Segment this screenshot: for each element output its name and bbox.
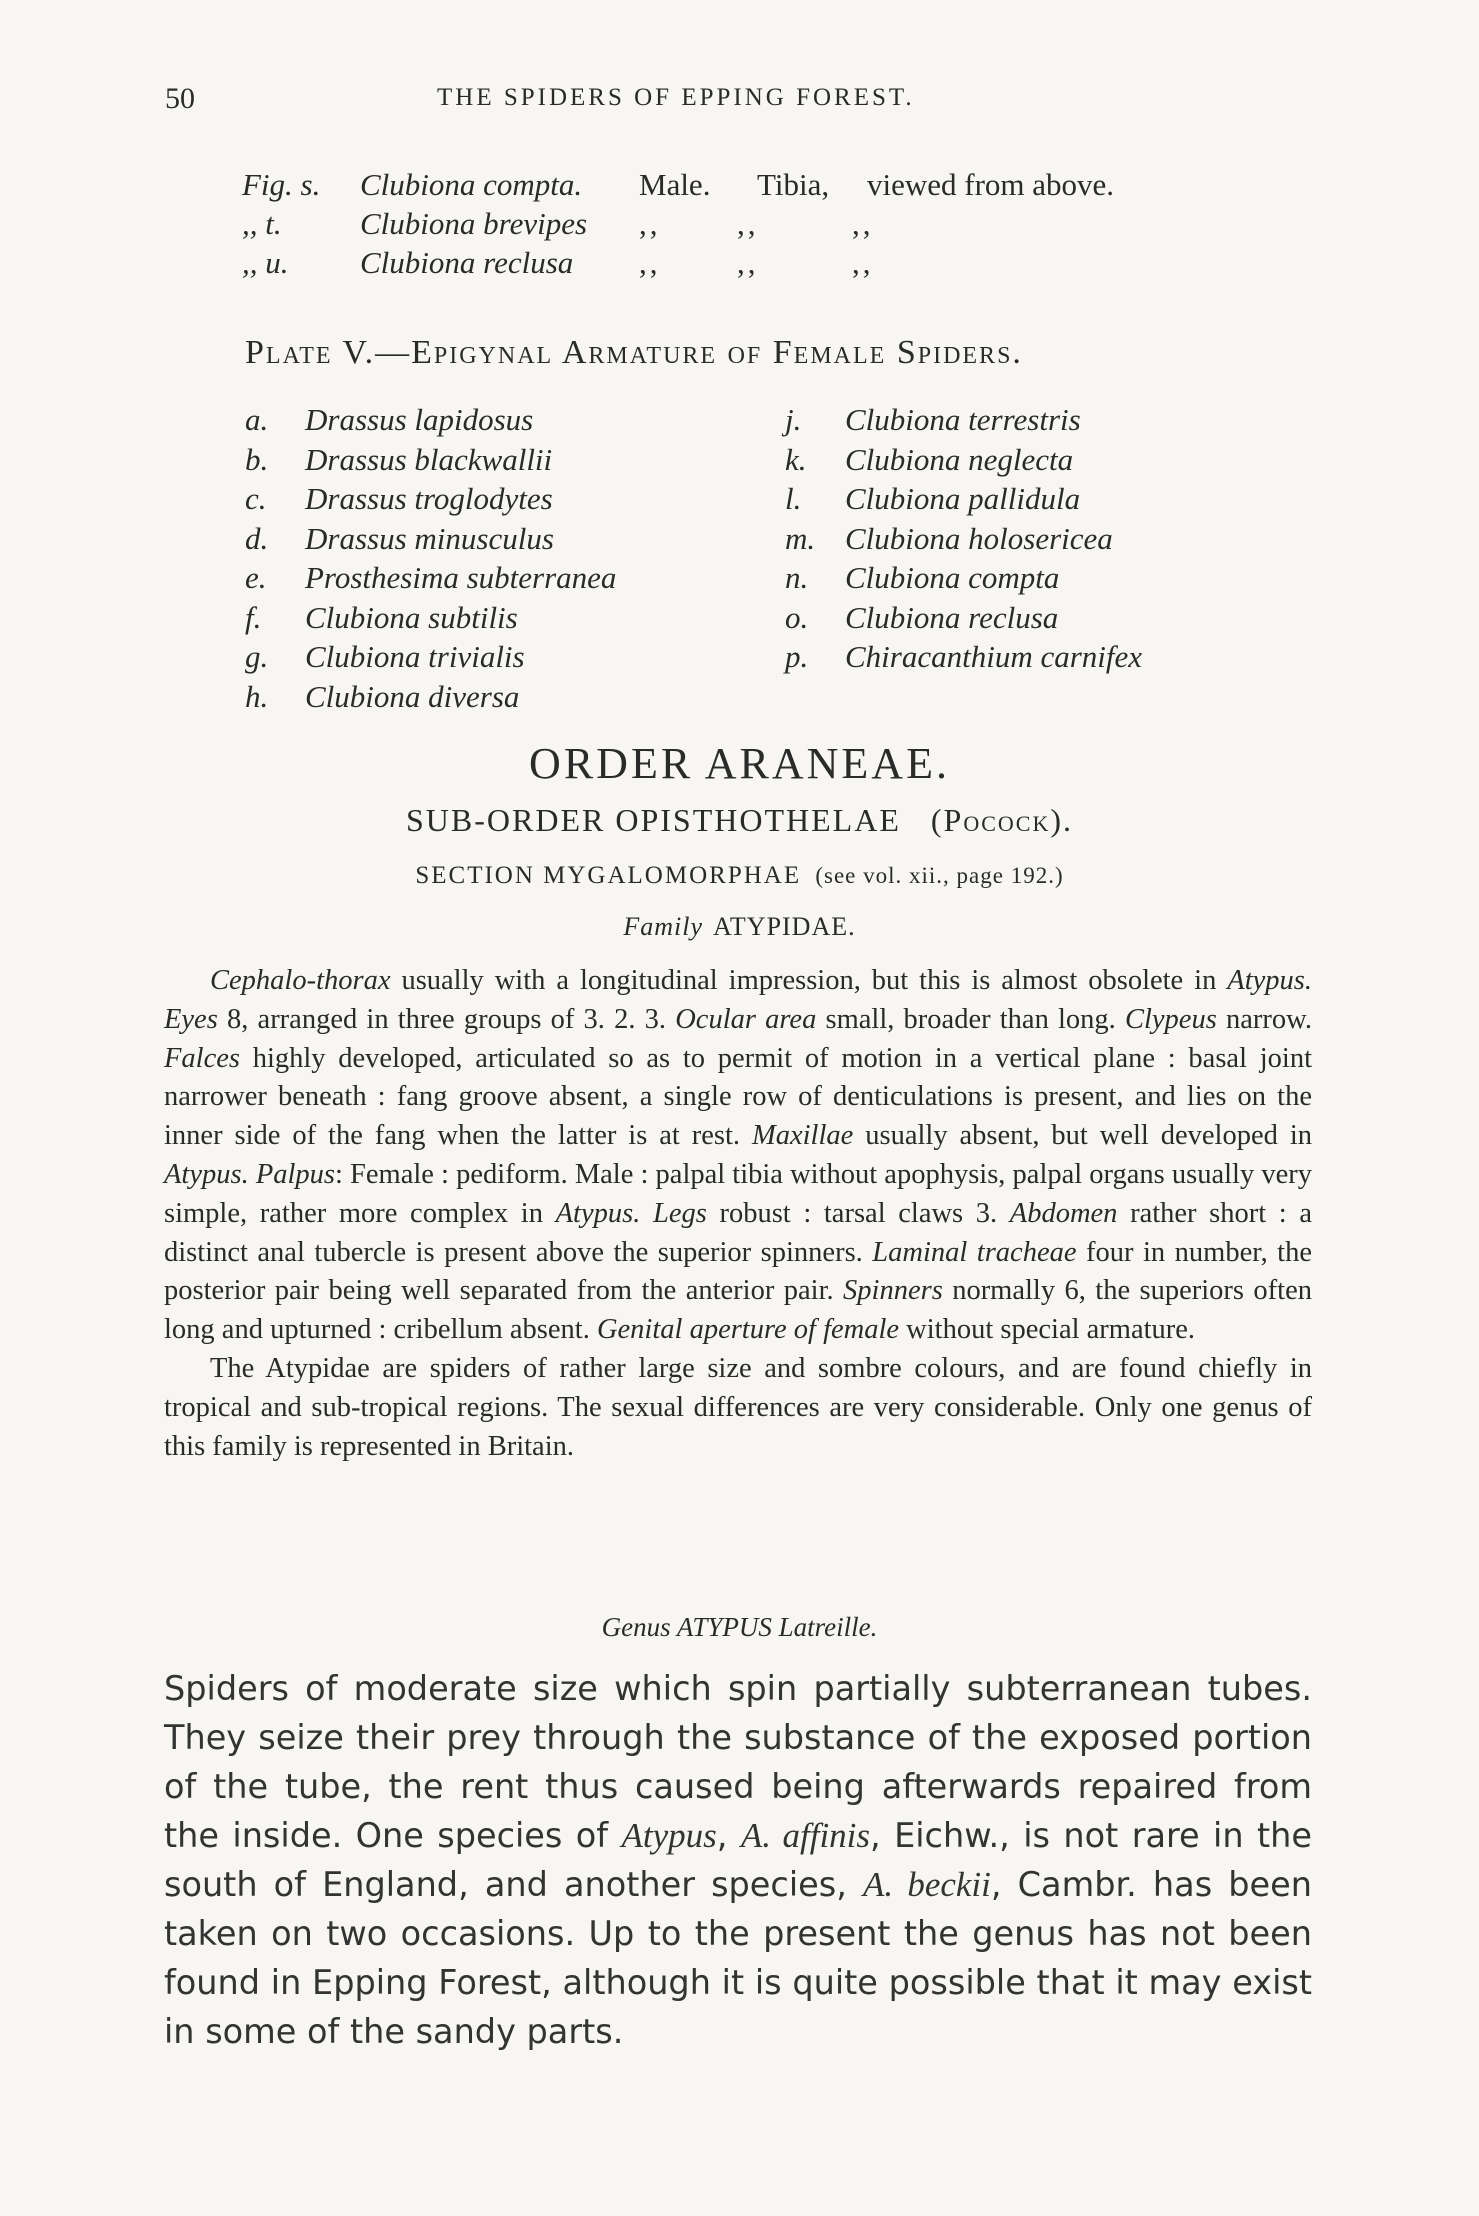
item-name: Clubiona terrestris <box>845 402 1081 437</box>
figure-caption-row <box>242 243 1192 282</box>
term-spinners: Spinners <box>843 1275 943 1307</box>
body-text: , <box>716 1816 741 1855</box>
genus-name: Atypus. <box>555 1197 641 1229</box>
term-maxillae: Maxillae <box>752 1120 854 1152</box>
description-text: : Female : pediform. Male : palpal tibia without apophysis, palpal organs usually very simple, rather more complex in <box>164 1158 1312 1229</box>
item-letter: d. <box>245 520 269 556</box>
body-paragraph <box>164 1664 1312 2056</box>
figure-view: ,, <box>852 245 874 280</box>
item-letter: n. <box>785 560 809 595</box>
figure-view: viewed from above. <box>867 167 1115 202</box>
item-name: Drassus blackwallii <box>305 441 553 477</box>
item-letter: k. <box>785 441 807 477</box>
genus-name: Atypus <box>621 1816 717 1855</box>
figure-caption-row <box>242 204 1192 243</box>
item-letter: l. <box>785 481 802 516</box>
figure-label: Fig. s. <box>242 167 321 202</box>
figure-view: ,, <box>852 206 874 241</box>
term-cephalothorax: Cephalo-thorax <box>210 965 391 996</box>
genus-name: Atypus. <box>1227 965 1312 996</box>
item-letter: o. <box>785 599 809 635</box>
figure-sex: ,, <box>639 206 661 241</box>
item-name: Clubiona pallidula <box>845 481 1081 516</box>
item-name: Clubiona subtilis <box>305 599 518 635</box>
figure-label: ,, u. <box>242 245 289 280</box>
figure-sex: ,, <box>639 245 661 280</box>
description-text: small, broader than long. <box>816 1003 1125 1035</box>
figure-captions <box>242 165 1192 282</box>
item-letter: c. <box>245 481 267 516</box>
description-text: without special armature. <box>899 1314 1196 1346</box>
species-name: A. affinis <box>740 1816 871 1855</box>
description-text: usually with a longitudinal impression, but this is almost obsolete in <box>390 965 1228 996</box>
item-letter: h. <box>245 678 269 714</box>
description-text: narrow. <box>1216 1003 1312 1035</box>
description-text: highly developed, articulated so as to permit of motion in a vertical plane : basal joint narrower beneath : fang groove absent, a single row of denticulations is present, and lies on the inner side of the fang when the latter is at rest. <box>164 1042 1312 1152</box>
figure-part: ,, <box>737 206 759 241</box>
family-description <box>164 962 1312 1466</box>
page-number: 50 <box>165 82 195 115</box>
item-name: Drassus lapidosus <box>305 402 534 437</box>
term-laminal-tracheae: Laminal tracheae <box>872 1236 1077 1268</box>
figure-sex: Male. <box>639 167 711 202</box>
term-eyes: Eyes <box>164 1003 218 1035</box>
item-letter: b. <box>245 441 269 477</box>
item-name: Prosthesima subterranea <box>305 560 617 595</box>
family-label: Family <box>623 912 704 941</box>
item-name: Clubiona trivialis <box>305 639 525 674</box>
term-genital-aperture: Genital aperture of female <box>596 1314 900 1346</box>
description-text: robust : tarsal claws 3. <box>706 1197 1010 1229</box>
figure-species: Clubiona brevipes <box>360 206 588 241</box>
item-name: Clubiona holosericea <box>845 520 1113 556</box>
item-letter: m. <box>785 520 816 556</box>
figure-part: Tibia, <box>757 167 830 202</box>
figure-species: Clubiona compta. <box>360 167 583 202</box>
term-legs: Legs <box>652 1197 707 1229</box>
description-paragraph: The Atypidae are spiders of rather large size and sombre colours, and are found chiefly in tropical and sub-tropical regions. The sexual differences are very considerable. Only one genus of this family is represented in Britain. <box>164 1352 1312 1462</box>
figure-part: ,, <box>737 245 759 280</box>
item-name: Clubiona diversa <box>305 678 520 714</box>
page-header <box>165 82 1315 122</box>
description-text: 8, arranged in three groups of 3. 2. 3. <box>217 1003 676 1035</box>
description-text: rather short : a distinct anal tubercle is present above the superior spinners. <box>164 1197 1313 1268</box>
item-name: Chiracanthium carnifex <box>845 639 1143 674</box>
species-name: A. beckii <box>862 1865 991 1904</box>
item-name: Drassus minusculus <box>305 520 554 556</box>
family-heading <box>0 912 1479 942</box>
order-heading: ORDER ARANEAE. <box>529 739 950 788</box>
item-letter: f. <box>245 599 262 635</box>
body-text: Spiders of moderate size which spin partially subterranean tubes. They seize their prey through the substance of the exposed portion of the tube, the rent thus caused being afterwards repaired from the inside. One species of <box>164 1669 1312 1855</box>
genus-name: Atypus. <box>164 1158 249 1190</box>
item-letter: g. <box>245 639 269 674</box>
plate-title: Plate V.—Epigynal Armature of Female Spiders. <box>245 334 1023 371</box>
item-letter: j. <box>785 402 802 437</box>
item-letter: a. <box>245 402 269 437</box>
figure-species: Clubiona reclusa <box>360 245 574 280</box>
term-clypeus: Clypeus <box>1124 1003 1217 1035</box>
item-name: Clubiona neglecta <box>845 441 1074 477</box>
description-paragraph <box>164 962 1312 1350</box>
suborder-author: (Pocock). <box>930 802 1073 838</box>
description-text: normally 6, the superiors often long and upturned : cribellum absent. <box>164 1275 1312 1346</box>
description-text: usually absent, but well developed in <box>853 1120 1312 1152</box>
section-name: SECTION MYGALOMORPHAE <box>415 862 802 889</box>
body-text: , Cambr. has been taken on two occasions. Up to the present the genus has not been found in Epping Forest, although it is quite possible that it may exist in some of the sandy parts. <box>164 1865 1312 2051</box>
body-text: , Eichw., is not rare in the south of England, and another species, <box>164 1816 1312 1904</box>
running-title: THE SPIDERS OF EPPING FOREST. <box>437 84 915 111</box>
section-reference: (see vol. xii., page 192.) <box>815 863 1064 888</box>
section-heading <box>0 862 1479 890</box>
term-ocular-area: Ocular area <box>675 1003 817 1035</box>
item-letter: e. <box>245 560 267 595</box>
description-text: four in number, the posterior pair being well separated from the anterior pair. <box>164 1236 1312 1307</box>
item-name: Clubiona compta <box>845 560 1060 595</box>
term-palpus: Palpus <box>255 1158 335 1190</box>
term-abdomen: Abdomen <box>1009 1197 1118 1229</box>
figure-caption-row <box>242 165 1192 204</box>
suborder-heading <box>0 802 1479 839</box>
item-name: Drassus troglodytes <box>305 481 553 516</box>
genus-heading: Genus ATYPUS Latreille. <box>601 1612 878 1642</box>
term-falces: Falces <box>164 1042 240 1074</box>
figure-label: ,, t. <box>242 206 282 241</box>
suborder-name: SUB-ORDER OPISTHOTHELAE <box>405 802 901 838</box>
family-name: ATYPIDAE. <box>713 912 856 941</box>
genus-description <box>164 1664 1312 2056</box>
item-letter: p. <box>785 639 809 674</box>
item-name: Clubiona reclusa <box>845 599 1059 635</box>
